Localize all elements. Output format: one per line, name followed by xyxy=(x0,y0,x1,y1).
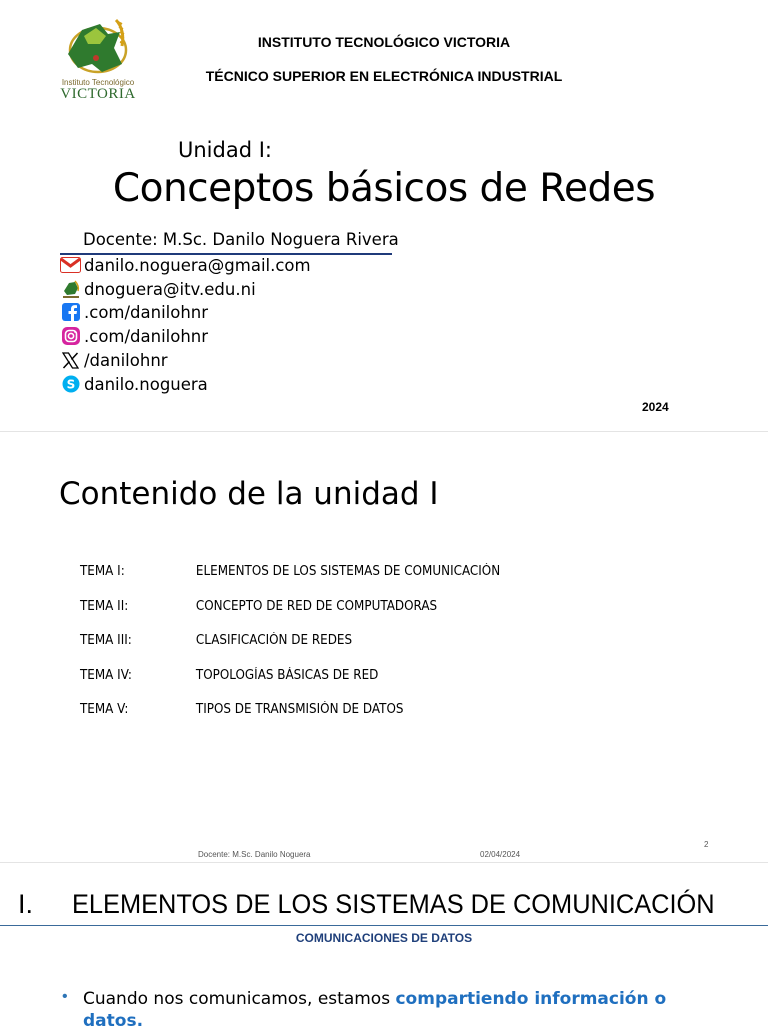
contact-facebook[interactable] xyxy=(60,301,208,323)
page-number: 2 xyxy=(704,840,709,849)
bullet-highlight-text: compartiendo información o datos xyxy=(83,989,667,1031)
section-divider xyxy=(0,925,768,926)
bullet-end-text: . xyxy=(136,1011,144,1031)
contact-gmail[interactable] xyxy=(60,254,311,276)
career-name: TÉCNICO SUPERIOR EN ELECTRÓNICA INDUSTRIAL xyxy=(205,68,563,84)
svg-text:S: S xyxy=(66,377,75,392)
section-title: ELEMENTOS DE LOS SISTEMAS DE COMUNICACIÓN xyxy=(72,889,715,919)
topic-code: TEMA II: xyxy=(80,599,129,614)
contact-instagram[interactable] xyxy=(60,325,208,347)
contact-text: .com/danilohnr xyxy=(84,302,209,322)
gmail-icon xyxy=(60,255,81,275)
topic-code: TEMA III: xyxy=(80,633,132,648)
section-slide xyxy=(0,862,768,1031)
facebook-icon xyxy=(60,302,81,322)
section-subtitle: COMUNICACIONES DE DATOS xyxy=(295,931,473,945)
footer-date: 02/04/2024 xyxy=(480,850,521,859)
x-icon xyxy=(60,350,81,370)
institute-logo xyxy=(56,14,140,102)
topic-name: TIPOS DE TRANSMISIÓN DE DATOS xyxy=(195,702,404,717)
topic-name: CLASIFICACIÓN DE REDES xyxy=(195,633,353,648)
topic-code: TEMA I: xyxy=(80,564,125,579)
contact-text: dnoguera@itv.edu.ni xyxy=(84,279,256,299)
topic-name: TOPOLOGÍAS BÁSICAS DE RED xyxy=(195,668,379,683)
contact-x[interactable] xyxy=(60,349,168,371)
title-slide xyxy=(0,0,768,430)
bullet-plain-text: Cuando nos comunicamos, estamos xyxy=(83,989,396,1009)
year-label: 2024 xyxy=(642,400,669,414)
teacher-name: Docente: M.Sc. Danilo Noguera Rivera xyxy=(83,230,399,249)
contact-text: danilo.noguera@gmail.com xyxy=(84,255,311,275)
contact-skype[interactable] xyxy=(60,373,208,395)
section-number: I. xyxy=(18,889,34,919)
institute-emblem-icon xyxy=(56,14,140,80)
institution-name: INSTITUTO TECNOLÓGICO VICTORIA xyxy=(257,34,511,50)
contact-itv-email[interactable] xyxy=(60,278,256,300)
skype-icon xyxy=(60,374,81,394)
logo-text-line2: VICTORIA xyxy=(60,86,136,102)
contact-text: danilo.noguera xyxy=(84,374,208,394)
topic-code: TEMA IV: xyxy=(80,668,132,683)
contact-text: .com/danilohnr xyxy=(84,326,209,346)
contents-title: Contenido de la unidad I xyxy=(59,476,439,512)
itv-logo-icon xyxy=(60,279,81,299)
contact-text: /danilohnr xyxy=(84,350,168,370)
topic-name: CONCEPTO DE RED DE COMPUTADORAS xyxy=(195,599,438,614)
logo-text-line1: Instituto Tecnológico xyxy=(61,78,135,87)
bullet-text xyxy=(83,988,683,1032)
topic-name: ELEMENTOS DE LOS SISTEMAS DE COMUNICACIÓN xyxy=(195,564,501,579)
bullet-icon: • xyxy=(62,988,68,1005)
instagram-icon xyxy=(60,326,81,346)
contents-slide xyxy=(0,431,768,862)
unit-label: Unidad I: xyxy=(178,138,272,162)
footer-author: Docente: M.Sc. Danilo Noguera xyxy=(198,850,311,859)
topic-code: TEMA V: xyxy=(80,702,129,717)
slide-title: Conceptos básicos de Redes xyxy=(112,166,656,211)
